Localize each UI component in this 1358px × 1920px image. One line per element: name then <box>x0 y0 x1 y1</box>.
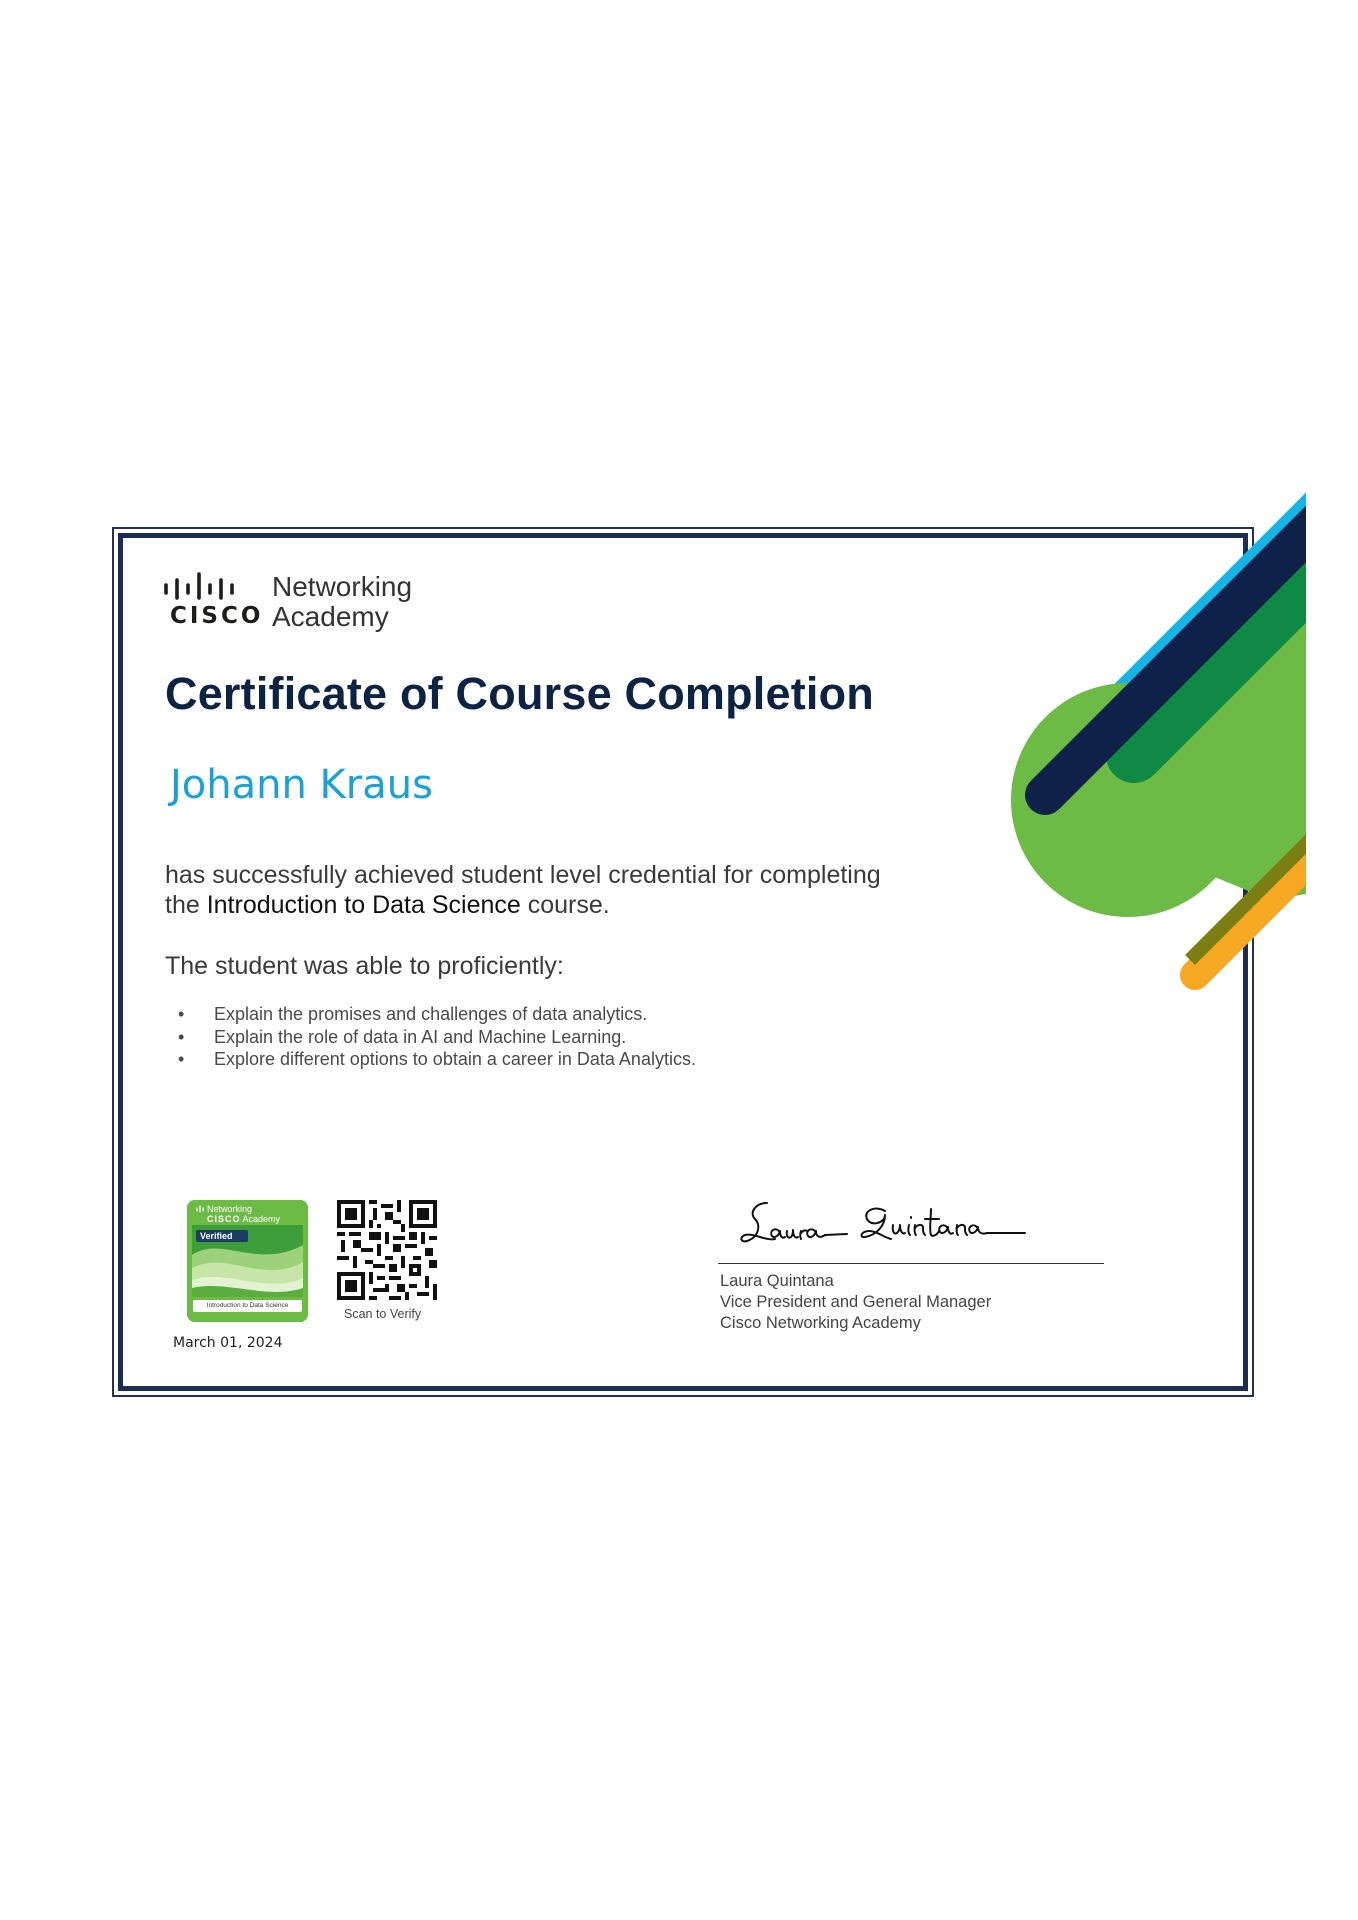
recipient-name: Johann Kraus <box>170 762 433 808</box>
list-item <box>178 1026 696 1049</box>
course-name: Introduction to Data Science <box>206 891 521 919</box>
skill-text: Explain the promises and challenges of data analytics. <box>214 1004 648 1024</box>
signatory-name: Laura Quintana <box>720 1272 834 1290</box>
badge-program-line1: Networking <box>207 1204 253 1214</box>
statement-prefix: the <box>165 891 207 919</box>
qr-code-icon[interactable] <box>337 1200 437 1300</box>
certificate-title: Certificate of Course Completion <box>165 668 874 719</box>
list-item <box>178 1048 696 1071</box>
badge-wordmark: CISCO <box>207 1214 241 1224</box>
skill-text: Explore different options to obtain a career in Data Analytics. <box>214 1049 696 1069</box>
badge-program-line2: Academy <box>242 1214 281 1224</box>
signatory-block <box>720 1271 991 1334</box>
signature-image <box>735 1195 1035 1255</box>
badge-verified-label: Verified <box>196 1230 248 1242</box>
issue-date: March 01, 2024 <box>173 1335 283 1351</box>
statement-suffix: course. <box>520 891 610 919</box>
badge-wordmark-row <box>207 1214 280 1224</box>
statement-line-1: has successfully achieved student level credential for completing <box>165 861 881 889</box>
proficiency-intro: The student was able to proficiently: <box>165 952 564 980</box>
signatory-title: Vice President and General Manager <box>720 1293 992 1311</box>
badge-course-name: Introduction to Data Science <box>193 1300 302 1312</box>
program-name <box>272 572 412 632</box>
program-name-line1: Networking <box>272 571 413 602</box>
list-item <box>178 1003 696 1026</box>
skills-list <box>178 1003 696 1071</box>
cisco-wordmark: CISCO <box>170 603 264 629</box>
cisco-bars-icon <box>162 572 262 600</box>
badge-header <box>207 1204 280 1224</box>
bullet-icon: • <box>178 1026 185 1047</box>
completion-statement <box>165 860 881 920</box>
bullet-icon: • <box>178 1004 185 1024</box>
verified-course-badge <box>187 1200 308 1322</box>
decorative-corner-graphic <box>1000 470 1320 1010</box>
statement-line-2 <box>165 890 881 920</box>
program-name-line2: Academy <box>272 601 389 632</box>
signature-line <box>718 1263 1104 1264</box>
scan-to-verify-label: Scan to Verify <box>344 1307 422 1321</box>
signatory-organization: Cisco Networking Academy <box>720 1314 921 1332</box>
bullet-icon: • <box>178 1049 185 1069</box>
skill-text: Explain the role of data in AI and Machine Learning. <box>214 1026 627 1047</box>
